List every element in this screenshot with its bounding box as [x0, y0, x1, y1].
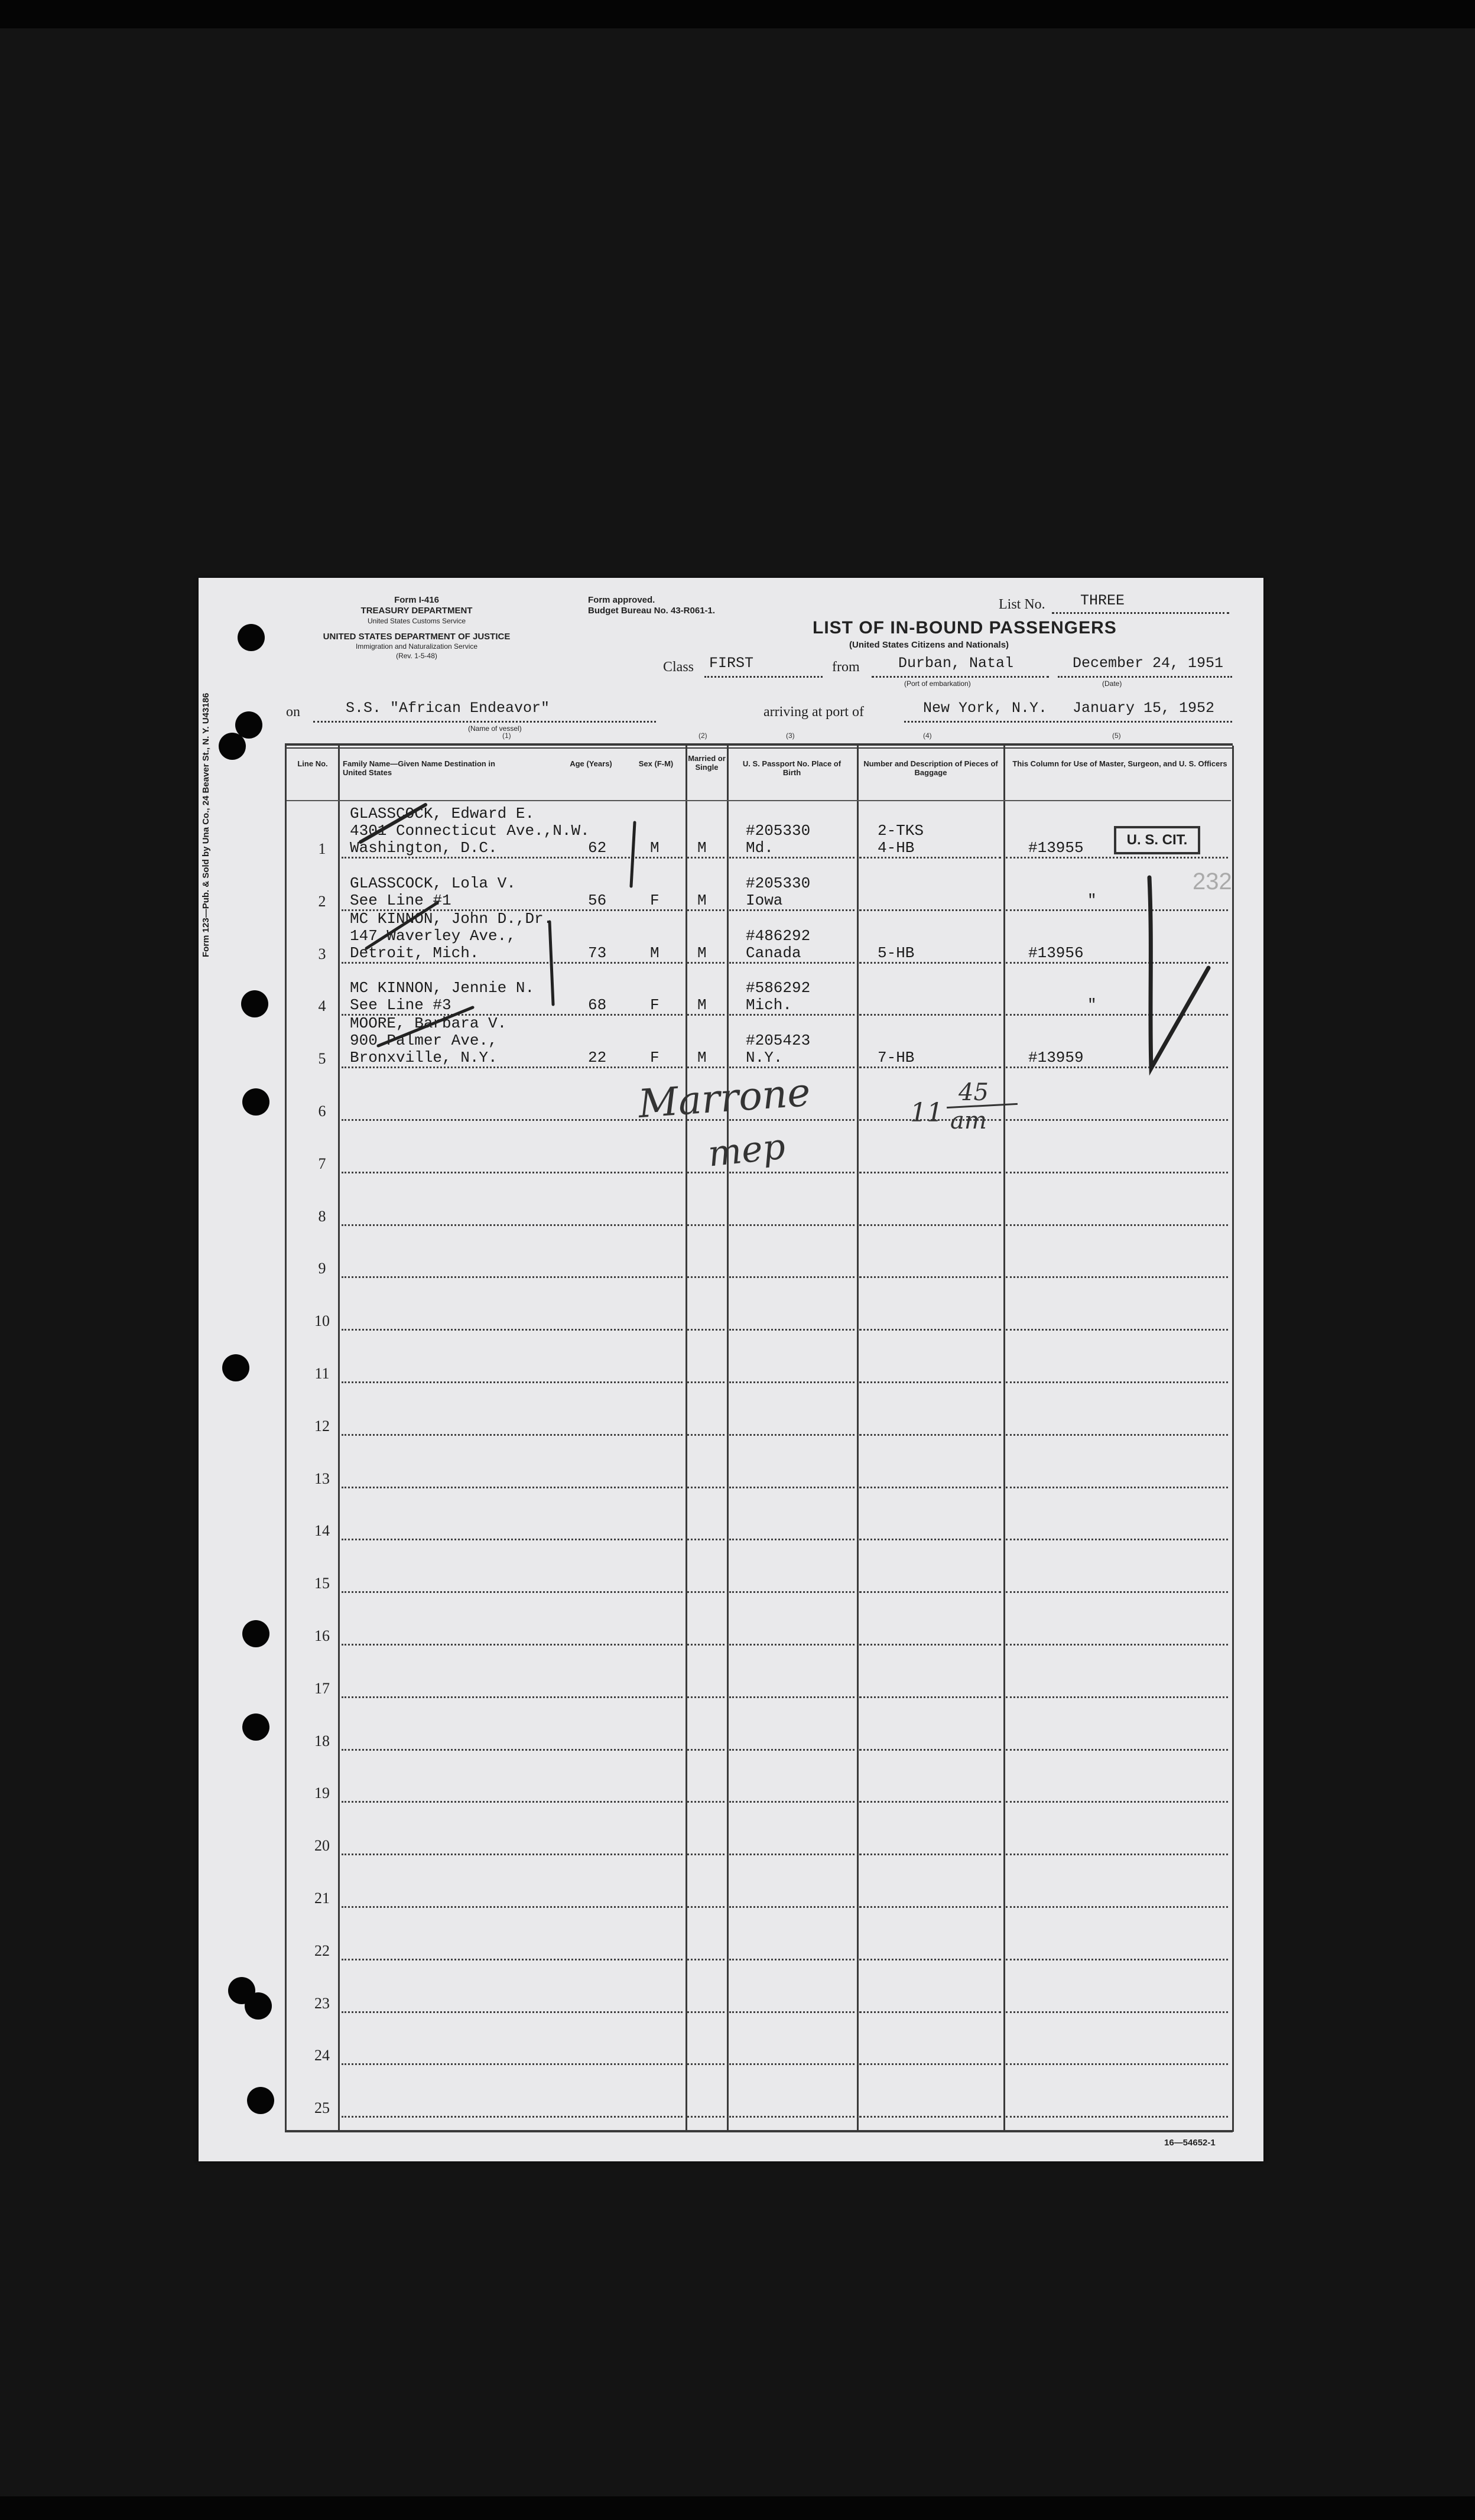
row-number: 10: [314, 1312, 330, 1329]
passenger-sex: M: [650, 944, 659, 962]
binder-hole: [242, 1713, 269, 1741]
row-number: 7: [318, 1155, 326, 1172]
passport-number: #205330: [746, 822, 811, 840]
form-revision: (Rev. 1-5-48): [396, 652, 437, 660]
us-citizen-stamp: U. S. CIT.: [1114, 826, 1200, 854]
passenger-age: 73: [588, 944, 607, 962]
date-note: (Date): [1102, 679, 1122, 688]
passenger-sex: F: [650, 892, 659, 909]
arriving-label: arriving at port of: [764, 704, 864, 720]
col-head-line: Line No.: [297, 759, 328, 768]
vessel-name: S.S. "African Endeavor": [346, 700, 550, 717]
printer-imprint: Form 123—Pub. & Sold by Una Co., 24 Beaver St., N. Y. U43186: [201, 692, 211, 957]
col-number: (2): [698, 731, 707, 740]
col-number: (3): [786, 731, 795, 740]
row-number: 1: [318, 840, 326, 857]
binder-hole: [219, 733, 246, 760]
passenger-address: See Line #1: [350, 892, 451, 909]
check-stroke-line5: [378, 1007, 473, 1046]
passenger-address: 4301 Connecticut Ave.,N.W.: [350, 822, 590, 840]
sex-col-tick: [631, 822, 635, 886]
passenger-age: 68: [588, 996, 607, 1014]
passenger-age: 22: [588, 1049, 607, 1066]
vessel-note: (Name of vessel): [468, 724, 522, 733]
check-stroke-line1: [360, 805, 425, 842]
binder-hole: [242, 1088, 269, 1116]
form-number-footer: 16—54652-1: [1164, 2138, 1216, 2148]
baggage-description: 5-HB: [878, 944, 915, 962]
form-approved: Form approved.: [588, 595, 655, 605]
col-head-married: Married or Single: [688, 754, 726, 772]
officer-notation: ": [1087, 892, 1097, 909]
binder-hole: [245, 1992, 272, 2020]
immigration-service: Immigration and Naturalization Service: [355, 642, 478, 651]
handwritten-minutes: 45: [959, 1079, 989, 1106]
handwritten-initials: mep: [706, 1126, 788, 1175]
col-head-passport: U. S. Passport No. Place of Birth: [742, 759, 842, 777]
row-number: 2: [318, 893, 326, 910]
passenger-sex: F: [650, 996, 659, 1014]
officer-notation: #13955: [1028, 839, 1084, 857]
row-number: 12: [314, 1417, 330, 1435]
passenger-address: 900 Palmer Ave.,: [350, 1032, 498, 1049]
row-number: 22: [314, 1942, 330, 1959]
binder-hole: [247, 2087, 274, 2114]
place-of-birth: N.Y.: [746, 1049, 783, 1066]
row-number: 6: [318, 1103, 326, 1120]
row-number: 23: [314, 1995, 330, 2012]
passenger-name: GLASSCOCK, Lola V.: [350, 874, 516, 892]
row-number: 4: [318, 997, 326, 1014]
row-number: 21: [314, 1890, 330, 1907]
passenger-name: MC KINNON, John D.,Dr.: [350, 910, 553, 928]
col-head-age: Age (Years): [570, 759, 612, 768]
passenger-age: 56: [588, 892, 607, 909]
from-port: Durban, Natal: [898, 655, 1014, 672]
passenger-name: MC KINNON, Jennie N.: [350, 979, 535, 997]
passenger-name: MOORE, Barbara V.: [350, 1014, 507, 1032]
place-of-birth: Md.: [746, 839, 774, 857]
from-label: from: [832, 659, 860, 675]
form-id: Form I-416: [394, 595, 439, 605]
budget-bureau: Budget Bureau No. 43-R061-1.: [588, 606, 716, 616]
passenger-address: See Line #3: [350, 996, 451, 1014]
handwritten-hour: 11: [910, 1098, 943, 1128]
arrival-port: New York, N.Y.: [923, 700, 1048, 717]
passenger-marital-status: M: [697, 944, 707, 962]
baggage-description: 4-HB: [878, 839, 915, 857]
officer-notation: ": [1087, 996, 1097, 1014]
passport-number: #586292: [746, 979, 811, 997]
row-number: 8: [318, 1208, 326, 1225]
row-number: 19: [314, 1784, 330, 1802]
row-number: 16: [314, 1627, 330, 1644]
row-number: 18: [314, 1732, 330, 1750]
passport-number: #486292: [746, 927, 811, 945]
binder-hole: [238, 624, 265, 651]
departure-date: December 24, 1951: [1073, 655, 1224, 672]
passenger-address: Washington, D.C.: [350, 839, 498, 857]
place-of-birth: Iowa: [746, 892, 783, 909]
binder-hole: [242, 1620, 269, 1647]
place-of-birth: Mich.: [746, 996, 792, 1014]
passenger-age: 62: [588, 839, 607, 857]
row-number: 3: [318, 945, 326, 963]
passenger-address: Bronxville, N.Y.: [350, 1049, 498, 1066]
on-label: on: [286, 704, 300, 720]
row-number: 24: [314, 2047, 330, 2064]
row-number: 15: [314, 1575, 330, 1592]
officer-notation: #13959: [1028, 1049, 1084, 1066]
faint-stamp-number: 232: [1193, 869, 1232, 895]
sex-col-tick: [550, 922, 553, 1004]
passenger-name: GLASSCOCK, Edward E.: [350, 805, 535, 822]
row-number: 9: [318, 1260, 326, 1277]
form-subtitle: (United States Citizens and Nationals): [849, 640, 1009, 650]
col-number: (5): [1112, 731, 1121, 740]
passenger-marital-status: M: [697, 892, 707, 909]
class-label: Class: [663, 659, 694, 675]
passport-number: #205423: [746, 1032, 811, 1049]
passenger-sex: M: [650, 839, 659, 857]
binder-hole: [241, 990, 268, 1017]
check-stroke-line3: [366, 903, 437, 948]
handwritten-name: Marrone: [636, 1069, 812, 1127]
passenger-address: Detroit, Mich.: [350, 944, 479, 962]
row-number: 20: [314, 1837, 330, 1854]
passenger-address: 147 Waverley Ave.,: [350, 927, 516, 945]
justice-dept: UNITED STATES DEPARTMENT OF JUSTICE: [323, 632, 511, 642]
passenger-marital-status: M: [697, 839, 707, 857]
arrival-date: January 15, 1952: [1073, 700, 1215, 717]
col-head-name: Family Name—Given Name Destination in United States: [343, 759, 495, 777]
col-number: (1): [502, 731, 511, 740]
place-of-birth: Canada: [746, 944, 801, 962]
baggage-description: 7-HB: [878, 1049, 915, 1066]
officer-notation: #13956: [1028, 944, 1084, 962]
form-title: LIST OF IN-BOUND PASSENGERS: [813, 618, 1117, 638]
row-number: 5: [318, 1050, 326, 1067]
officer-column-check: [1149, 877, 1208, 1068]
customs-service: United States Customs Service: [367, 617, 466, 625]
row-number: 11: [314, 1365, 330, 1382]
binder-hole: [222, 1354, 249, 1381]
list-number: THREE: [1080, 592, 1125, 609]
row-number: 17: [314, 1680, 330, 1697]
baggage-description: 2-TKS: [878, 822, 924, 840]
passenger-marital-status: M: [697, 996, 707, 1014]
port-note: (Port of embarkation): [904, 679, 971, 688]
col-head-sex: Sex (F-M): [638, 759, 674, 768]
row-number: 14: [314, 1522, 330, 1539]
treasury-dept: TREASURY DEPARTMENT: [360, 606, 473, 616]
row-number: 25: [314, 2099, 330, 2116]
row-number: 13: [314, 1470, 330, 1487]
class-value: FIRST: [709, 655, 754, 672]
handwritten-ampm: am: [950, 1107, 987, 1134]
passenger-sex: F: [650, 1049, 659, 1066]
list-label: List No.: [999, 597, 1045, 612]
col-head-baggage: Number and Description of Pieces of Baggage: [863, 759, 998, 777]
passenger-marital-status: M: [697, 1049, 707, 1066]
col-number: (4): [923, 731, 932, 740]
passport-number: #205330: [746, 874, 811, 892]
col-head-officers: This Column for Use of Master, Surgeon, and U. S. Officers: [1012, 759, 1227, 768]
